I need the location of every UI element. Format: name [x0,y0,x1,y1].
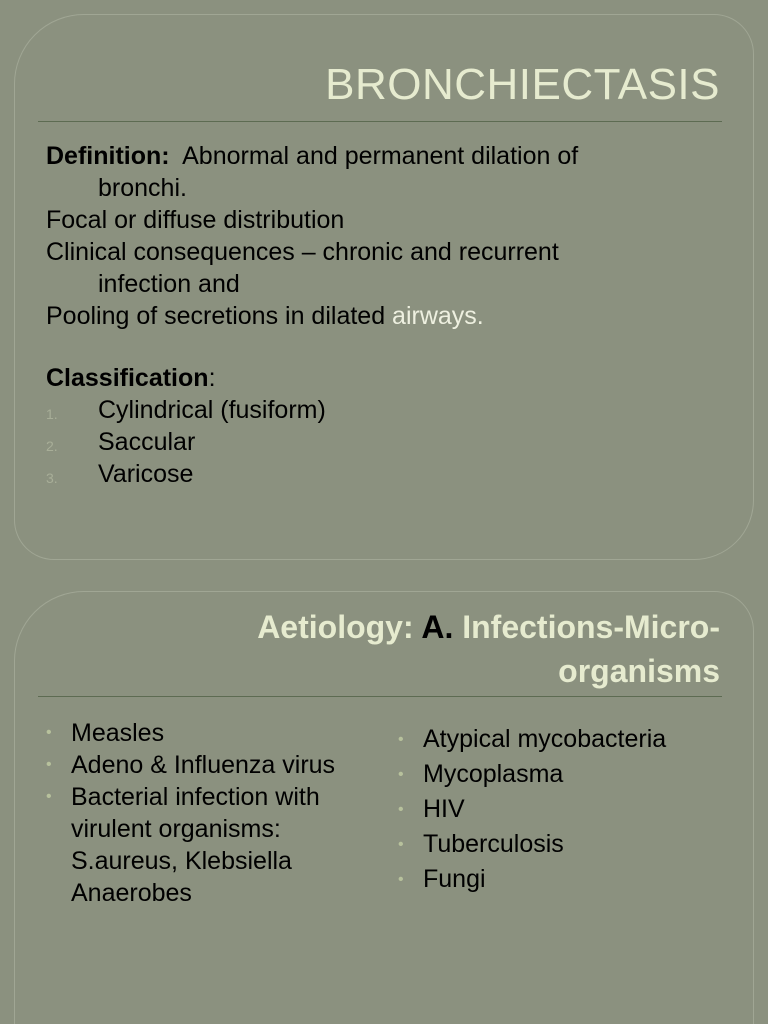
bullet-icon: • [398,801,404,818]
classification-item-text: Varicose [98,460,194,488]
bullet-list [398,722,738,897]
list-item [398,757,738,792]
slide-title: BRONCHIECTASIS [325,60,720,109]
classification-heading [46,362,736,394]
bullet-icon: • [398,766,404,783]
title-divider [38,121,722,122]
classification-item-text: Saccular [98,428,196,456]
list-item [46,717,376,749]
list-item-text: Atypical mycobacteria [423,725,667,753]
consequences-continuation: infection and [98,270,240,298]
distribution-line: Focal or diffuse distribution [46,206,345,234]
bullet-icon: • [398,731,404,748]
bullet-list [46,717,376,909]
list-item [46,749,376,781]
list-item-continuation: S.aureus, Klebsiella Anaerobes [71,847,292,907]
list-item-text: Adeno & Influenza virus [71,751,336,779]
bullet-icon: • [398,836,404,853]
title-letter: A. [421,609,454,645]
list-item-text: Tuberculosis [423,830,564,858]
definition-line [46,140,736,172]
definition-continuation: bronchi. [98,174,187,202]
consequences-line: Clinical consequences – chronic and recurrent [46,238,559,266]
classification-item [46,426,736,458]
list-item-text: Fungi [423,865,486,893]
slide-body [46,140,736,490]
classification-item [46,458,736,490]
title-infections: Infections-Micro- [462,609,720,645]
list-item-text: HIV [423,795,465,823]
list-number: 2. [46,438,58,454]
list-item-text: Bacterial infection with virulent organisms: [71,783,320,843]
pooling-text: Pooling of secretions in dilated [46,302,393,330]
title-organisms: organisms [558,653,720,689]
definition-label: Definition: [46,142,170,170]
bullet-icon: • [46,788,52,805]
classification-item [46,394,736,426]
airways-highlight: airways. [392,302,484,330]
list-item [398,862,738,897]
title-aetiology: Aetiology: [257,609,414,645]
list-item [398,722,738,757]
classification-colon: : [208,364,216,392]
slide-aetiology [0,583,768,1024]
classification-label: Classification [46,364,209,392]
bullet-icon: • [46,756,52,773]
bullet-icon: • [398,871,404,888]
slide-title [257,605,720,693]
definition-text: Abnormal and permanent dilation of [182,142,579,170]
list-item-text: Measles [71,719,165,747]
classification-item-text: Cylindrical (fusiform) [98,396,326,424]
title-divider [38,696,722,697]
list-number: 1. [46,406,58,422]
pooling-line [46,300,736,332]
list-item [398,827,738,862]
list-item [46,781,376,909]
bullet-icon: • [46,724,52,741]
left-column [46,717,376,909]
list-number: 3. [46,470,58,486]
right-column [398,722,738,897]
list-item-text: Mycoplasma [423,760,564,788]
list-item [398,792,738,827]
classification-list [46,394,736,490]
